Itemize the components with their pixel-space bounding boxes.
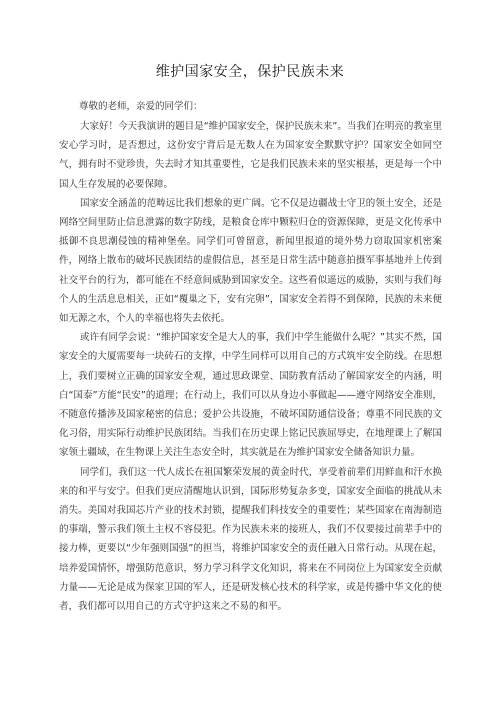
paragraph: 国家安全涵盖的范畴远比我们想象的更广阔。它不仅是边疆战士守卫的领土安全，还是网络空间里防止信息泄露的数字防线，是粮食仓库中颗粒归仓的资源保障，更是文化传承中抵御不良思潮侵蚀的精神堡垒。同学们可曾留意，新闻里报道的境外势力窃取国家机密案件，网络上散布的破坏民族团结的虚假信息，甚至是日常生活中随意拍摄军事基地并上传到社交平台的行为，都可能在不经意间威胁到国家安全。这些看似遥远的威胁，实则与我们每个人的生活息息相关，正如“覆巢之下，安有完卵”，国家安全若得不到保障，民族的未来便如无源之水，个人的幸福也将失去依托。: [59, 197, 442, 325]
document-title: 维护国家安全，保护民族未来: [155, 64, 345, 80]
paragraph: 或许有同学会说：“维护国家安全是大人的事，我们中学生能做什么呢？”其实不然，国家安全的大厦需要每一块砖石的支撑，中学生同样可以用自己的方式筑牢安全防线。在思想上，我们要树立正确的国家安全观，通过思政课堂、国防教育活动了解国家安全的内涵，明白“国泰”方能“民安”的道理；在行动上，我们可以从身边小事做起——遵守网络安全准则，不随意传播涉及国家秘密的信息；爱护公共设施，不破坏国防通信设备；尊重不同民族的文化习俗，用实际行动维护民族团结。当我们在历史课上铭记民族屈辱史，在地理课上了解国家领土疆域，在生物课上关注生态安全时，其实就是在为维护国家安全储备知识力量。: [59, 332, 442, 459]
greeting-line: 尊敬的老师，亲爱的同学们：: [79, 101, 203, 112]
paragraph: 大家好！今天我演讲的题目是“维护国家安全，保护民族未来”。当我们在明亮的教室里安心学习时，是否想过，这份安宁背后是无数人在为国家安全默默守护？国家安全如同空气，拥有时不觉珍贵，失去时才知其重要性，它是我们民族未来的坚实根基，更是每一个中国人生存发展的必要保障。: [59, 121, 442, 190]
paragraph: 同学们，我们这一代人成长在祖国繁荣发展的黄金时代，享受着前辈们用鲜血和汗水换来的和平与安宁。但我们更应清醒地认识到，国际形势复杂多变，国家安全面临的挑战从未消失。美国对我国芯片产业的技术封锁，提醒我们科技安全的重要性；某些国家在南海制造的事端，警示我们领土主权不容侵犯。作为民族未来的接班人，我们不仅要接过前辈手中的接力棒，更要以“少年强则国强”的担当，将维护国家安全的责任融入日常行动。从现在起，培养爱国情怀，增强防范意识，努力学习科学文化知识，将来在不同岗位上为国家安全贡献力量——无论是成为保家卫国的军人，还是研发核心技术的科学家，或是传播中华文化的使者，我们都可以用自己的方式守护这来之不易的和平。: [59, 466, 442, 613]
document-body: [59, 97, 442, 616]
